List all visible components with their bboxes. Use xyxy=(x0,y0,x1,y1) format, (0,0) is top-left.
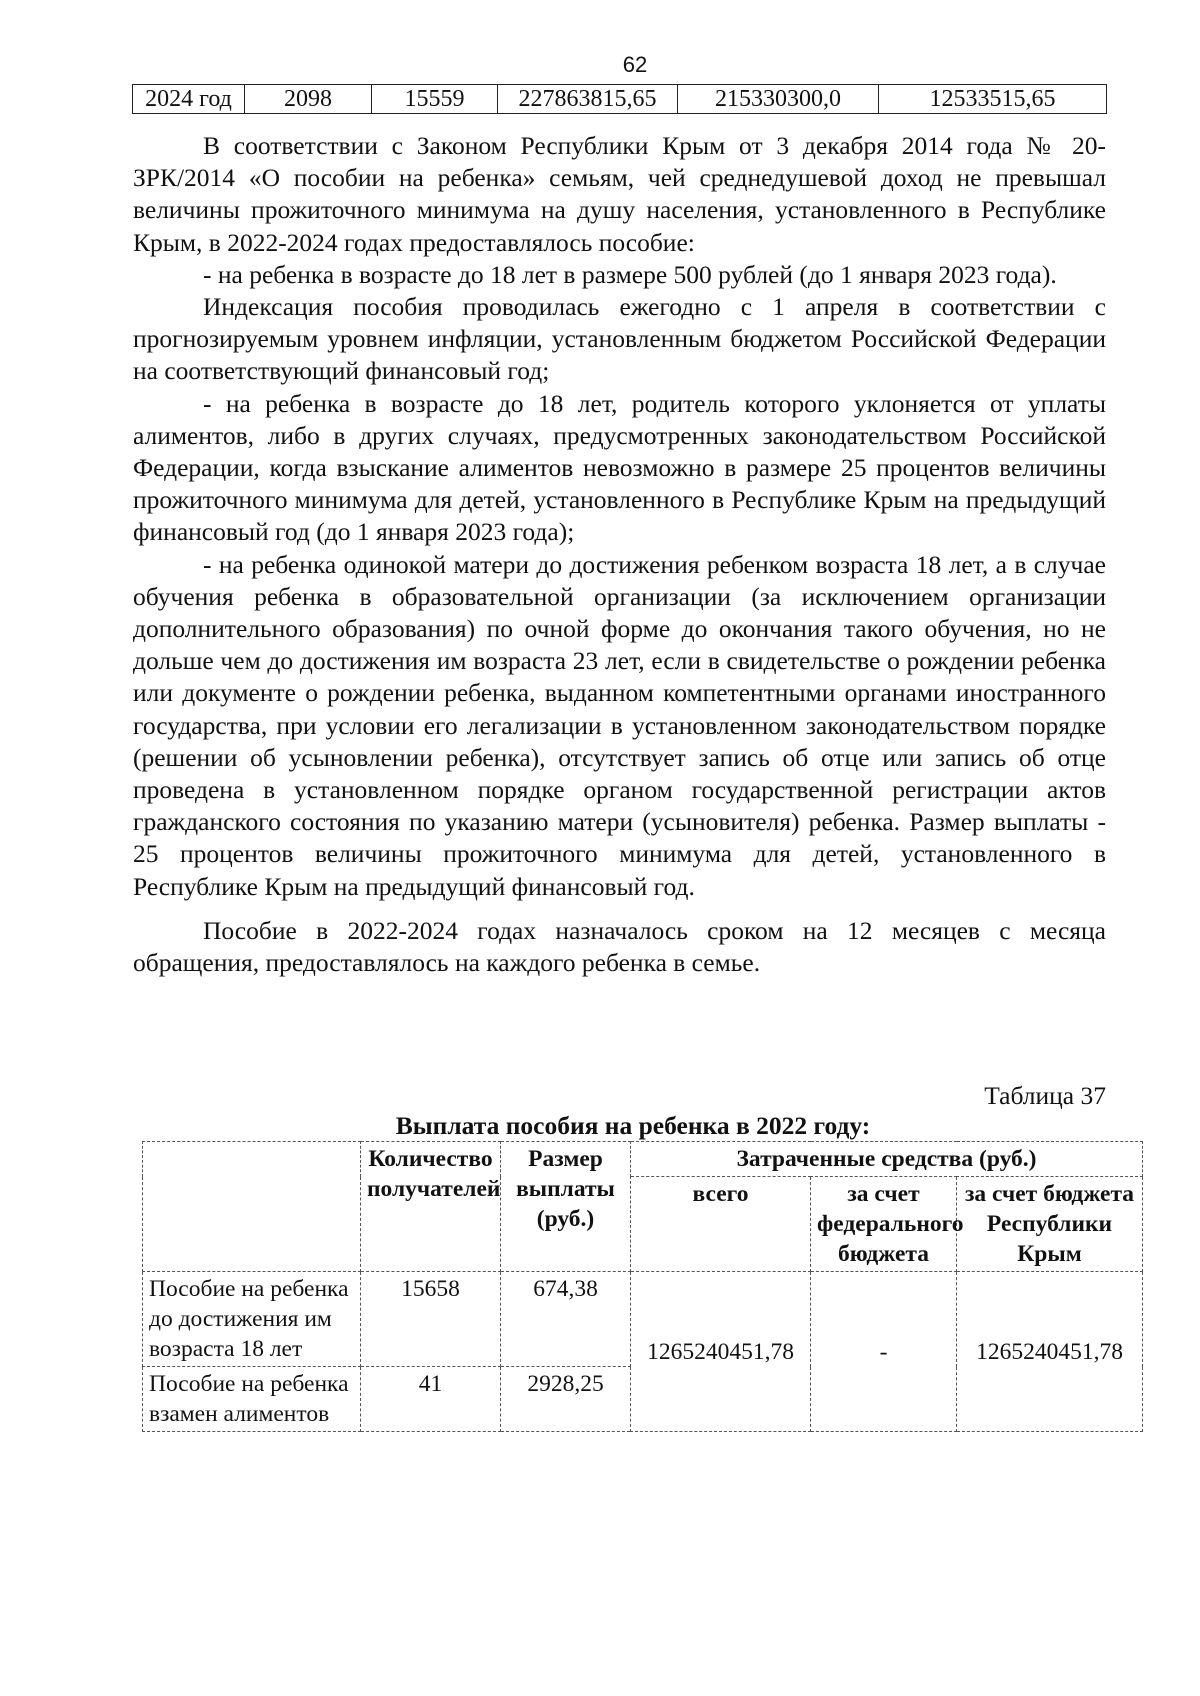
paragraph: В соответствии с Законом Республики Крым от 3 декабря 2014 года № 20-ЗРК/2014 «О пособии на ребенка» семьям, чей среднедушевой доход не превышал величины прожиточного минимума на душу населения, установленного в Республике Крым, в 2022-2024 годах предоставлялось пособие: xyxy=(133,131,1106,257)
regional-cell: 1265240451,78 xyxy=(957,1272,1143,1432)
table-row xyxy=(143,1272,1143,1367)
total-header: всего xyxy=(631,1177,811,1272)
regional-header: за счет бюджета Республики Крым xyxy=(957,1177,1143,1272)
paragraph: Индексация пособия проводилась ежегодно с 1 апреля в соответствии с прогнозируемым уровнем инфляции, установленным бюджетом Российской Федерации на соответствующий финансовый год; xyxy=(133,292,1106,386)
cell: 215330300,0 xyxy=(678,85,879,114)
benefits-table xyxy=(142,1141,1143,1432)
year-cell: 2024 год xyxy=(133,85,245,114)
spent-header: Затраченные средства (руб.) xyxy=(631,1142,1143,1177)
count-cell: 41 xyxy=(361,1367,501,1432)
page-number: 62 xyxy=(622,52,648,77)
table-caption: Таблица 37 xyxy=(984,1081,1106,1110)
table-title: Выплата пособия на ребенка в 2022 году: xyxy=(395,1111,871,1140)
top-table-row xyxy=(132,84,1107,114)
payment-cell: 2928,25 xyxy=(501,1367,631,1432)
paragraph: - на ребенка в возрасте до 18 лет в размере 500 рублей (до 1 января 2023 года). xyxy=(203,259,1057,289)
paragraph: - на ребенка одинокой матери до достижения ребенком возраста 18 лет, а в случае обучения ребенка в образовательной организации (за исключением организации дополнительного образования) по очной форме до окончания такого обучения, но не дольше чем до достижения им возраста 23 лет, если в свидетельстве о рождении ребенка или документе о рождении ребенка, выданном компетентными органами иностранного государства, при условии его легализации в установленном законодательством порядке (решении об усыновлении ребенка), отсутствует запись об отце или запись об отце проведена в установленном порядке органом государственной регистрации актов гражданского состояния по указанию матери (усыновителя) ребенка. Размер выплаты - 25 процентов величины прожиточного минимума для детей, установленного в Республике Крым на предыдущий финансовый год. xyxy=(133,549,1106,901)
table-row xyxy=(133,85,1107,114)
table-header-row xyxy=(143,1142,1143,1177)
payment-cell: 674,38 xyxy=(501,1272,631,1367)
federal-cell: - xyxy=(811,1272,957,1432)
cell: 227863815,65 xyxy=(498,85,678,114)
count-header: Количество получателей xyxy=(361,1142,501,1272)
paragraph: - на ребенка в возрасте до 18 лет, родитель которого уклоняется от уплаты алиментов, либо в других случаях, предусмотренных законодательством Российской Федерации, когда взыскание алиментов невозможно в размере 25 процентов величины прожиточного минимума для детей, установленного в Республике Крым на предыдущий финансовый год (до 1 января 2023 года); xyxy=(133,388,1106,547)
cell: 15559 xyxy=(372,85,498,114)
document-body xyxy=(133,130,1106,979)
cell: 12533515,65 xyxy=(879,85,1107,114)
row-label: Пособие на ребенка до достижения им возраста 18 лет xyxy=(143,1272,361,1367)
paragraph: Пособие в 2022-2024 годах назначалось сроком на 12 месяцев с месяца обращения, предоставлялось на каждого ребенка в семье. xyxy=(133,915,1106,978)
payment-header: Размер выплаты (руб.) xyxy=(501,1142,631,1272)
total-cell: 1265240451,78 xyxy=(631,1272,811,1432)
count-cell: 15658 xyxy=(361,1272,501,1367)
row-label: Пособие на ребенка взамен алиментов xyxy=(143,1367,361,1432)
federal-header: за счет федерального бюджета xyxy=(811,1177,957,1272)
empty-header-cell xyxy=(143,1142,361,1272)
cell: 2098 xyxy=(245,85,372,114)
